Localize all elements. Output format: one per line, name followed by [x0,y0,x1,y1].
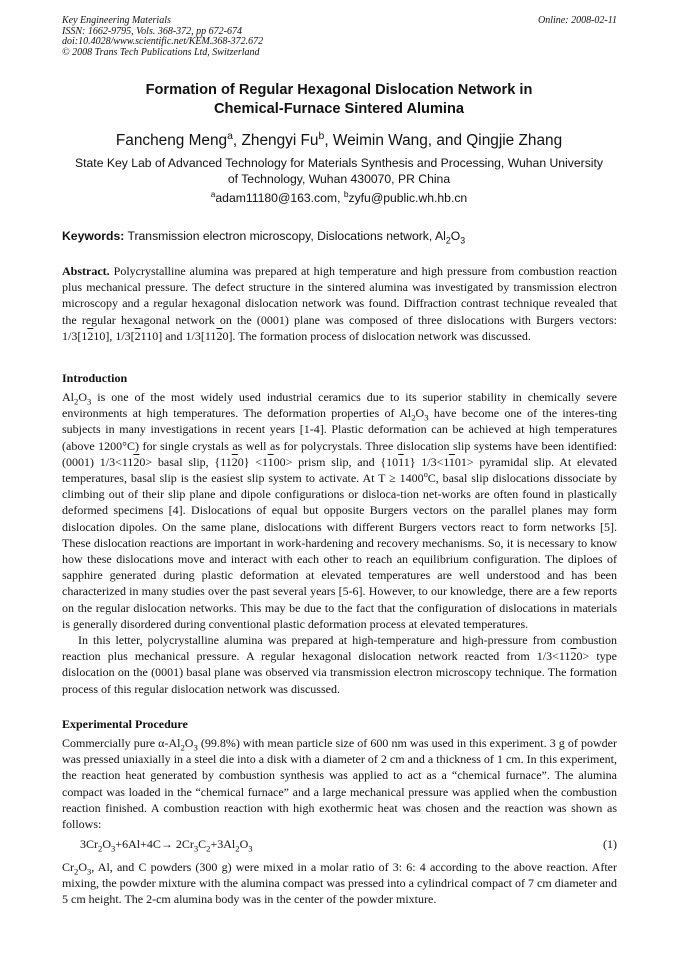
affiliation-line-2: of Technology, Wuhan 430070, PR China [227,172,451,186]
text-run: O [78,390,87,404]
abstract-text-2: 10], 1/3[ [93,328,135,343]
text-run: 1} 1/3<1 [403,454,449,469]
keywords-o: O [450,229,461,243]
overbar-digit: 1 [398,454,404,469]
text-run: have become one of the interes-ting subjects in many investigations in recent years [1-4]. Plastic deformation can be achieved at high temperatures (above 1200°C) for single crystals as well as for polycrystals. Three dislocation slip systems have been identified: (0001) 1/3<11 [62,406,618,469]
overbar-digit: 1 [448,454,455,469]
journal-header [62,16,617,58]
equation-number: (1) [603,837,617,851]
affiliation [52,155,626,187]
subscript: 3 [248,843,253,854]
eq-run: O [239,837,249,851]
experimental-body [62,735,617,832]
text-run: (99.8%) with mean particle size of 600 nm was used in this experiment. 3 g of powder was pressed uniaxially in a steel die into a disk with a diameter of 2 cm and a thickness of 1 cm. In this experiment, the reaction heat generated by combustion synthesis was applied to act as a “chemical furnace”. The alumina compact was loaded in the “chemical furnace” and a large mechanical pressure was applied when the combustion reaction finished. A combustion reaction with high exothermic heat was chosen and the reaction was shown as follows: [62,736,617,832]
subscript: 3 [86,396,92,407]
text-run: Cr [62,860,74,874]
overbar-digit: 2 [134,328,141,343]
author-2: Zhengyi Fu [241,132,319,149]
online-date: Online: 2008-02-11 [538,15,617,26]
subscript: 2 [74,866,79,877]
other-authors: , Weimin Wang, and Qingjie Zhang [324,132,563,149]
journal-name: Key Engineering Materials [62,15,171,26]
email-separator: , [337,191,344,205]
overbar-digit: 2 [133,454,140,469]
keywords-sub-2: 3 [460,235,466,246]
text-run: 01> pyramidal slip. At elevated temperatures, basal slip is the easiest slip system to activate. At T ≥ 1400 [62,454,617,486]
eq-run: 3Cr [80,837,98,851]
copyright-line: © 2008 Trans Tech Publications Ltd, Switzerland [62,46,260,58]
email-b-mark: b [343,188,349,199]
introduction-heading: Introduction [62,371,128,385]
author-separator: , [232,132,242,149]
title-line-2: Chemical-Furnace Sintered Alumina [213,101,465,117]
subscript: 3 [86,866,92,877]
text-run: 00> prism slip, and {10 [273,454,399,469]
text-run: In this letter, polycrystalline alumina was prepared at high-temperature and high-pressure from combustion reaction plus mechanical pressure. A regular hexagonal dislocation network reacted from 1/3<11 [62,633,617,664]
introduction-paragraph-1 [62,389,617,632]
subscript: 2 [411,412,416,423]
doi-line: doi:10.4028/www.scientific.net/KEM.368-372.672 [62,36,264,48]
experimental-heading: Experimental Procedure [62,717,188,731]
issn-line: ISSN: 1662-9795, Vols. 368-372, pp 672-674 [62,25,242,37]
experimental-body-2 [62,859,617,908]
text-run: 0} <1 [237,454,268,469]
overbar-digit: 2 [231,454,238,469]
subscript: 2 [235,843,240,854]
abstract-text-4: 0]. The formation process of dislocation network was discussed. [222,328,531,343]
abstract-text-1: Polycrystalline alumina was prepared at high temperature and high pressure from combustion reaction plus mechanical pressure. The defect structure in the sintered alumina was investigated by transmission electron microscopy and a regular hexagonal dislocation network was found. Diffraction contrast technique revealed that the regular hexagonal network on the (0001) plane was composed of three dislocations with Burgers vectors: 1/3[1 [62,264,617,343]
text-run: 0> type dislocation on the (0001) basal plane was observed via transmission electron microscopy technique. The formation process of this regular dislocation network was discussed. [62,649,617,696]
email-a[interactable]: adam11180@163.com [215,191,338,205]
subscript: 3 [110,843,116,854]
title-line-1: Formation of Regular Hexagonal Dislocation Network in [145,82,533,98]
introduction-body [62,389,617,697]
text-run: , Al, and C powders (300 g) were mixed in a molar ratio of 3: 6: 4 according to the above reaction. After mixing, the powder mixture with the alumina compact was pressed into a cylindrical compact of 7 cm diameter and 5 cm height. The 2-cm alumina body was in the center of the powder mixture. [62,860,617,907]
text-run: is one of the most widely used industrial ceramics due to its superior stability in chemically severe environments at high temperatures. The deformation properties of Al [62,390,617,421]
text-run: C, basal slip dislocations dissociate by climbing out of their slip plane and dipole configurations or disloca-tion net-works are often found in plastically deformed specimens [4]. Dislocations of equal but opposite Burgers vectors on the parallel planes may form dislocation dipoles. On the same plane, dislocations with different Burgers vectors react to form networks [5]. These dislocation reactions are important in work-hardening and recovery mechanisms. So, it is necessary to know how these dislocations move and interact with each other to reach an equilibrium configuration. The diploes of sapphire generated during plastic deformation at elevated temperatures are well understood and has been characterized in many studies over the past several years [5-6]. However, to our knowledge, there are a few reports on the regular dislocation networks. This may be due to the fact that the configuration of dislocations in materials is generally disordered during conventional plastic deformation process at elevated temperatures. [62,471,617,631]
subscript: 3 [424,412,429,423]
text-run: Commercially pure α-Al [62,736,181,750]
eq-run: +3Al [210,837,236,851]
text-run: O [415,406,425,421]
subscript: 3 [193,843,199,854]
subscript: 2 [74,396,79,407]
subscript: 2 [206,843,211,854]
text-run: O [184,736,194,750]
email-a-mark: a [210,188,216,199]
affiliation-line-1: State Key Lab of Advanced Technology for Materials Synthesis and Processing, Wuhan University [75,156,603,170]
overbar-digit: 2 [570,649,577,664]
author-emails [40,190,638,206]
author-list [40,131,638,151]
abstract-paragraph [62,263,617,344]
eq-run: C [198,837,207,851]
keywords [62,228,617,244]
keywords-label: Keywords: [62,229,125,243]
abstract [62,263,617,344]
author-1-mark: a [227,130,233,142]
subscript: 2 [180,742,185,753]
experimental-paragraph-1 [62,735,617,832]
email-b[interactable]: zyfu@public.wh.hb.cn [348,191,468,205]
degree-superscript: o [423,470,428,480]
eq-run: +6Al+4C→ 2Cr [115,837,194,851]
overbar-digit: 1 [267,454,274,469]
overbar-digit: 2 [216,328,223,343]
experimental-paragraph-2 [62,859,617,908]
introduction-paragraph-2 [62,632,617,697]
keywords-text: Transmission electron microscopy, Dislocations network, Al [124,229,446,243]
author-1: Fancheng Meng [115,132,228,149]
abstract-label: Abstract. [62,264,110,278]
subscript: 2 [98,843,103,854]
abstract-text-3: 110] and 1/3[11 [140,328,217,343]
text-run: O [78,860,87,874]
paper-title [40,81,638,119]
keywords-sub-1: 2 [445,235,451,246]
reaction-equation [80,836,617,852]
text-run: Al [62,390,74,404]
subscript: 3 [193,742,198,753]
author-2-mark: b [318,130,325,142]
overbar-digit: 2 [87,328,94,343]
text-run: 0> basal slip, {11 [139,454,232,469]
eq-run: O [102,837,111,851]
